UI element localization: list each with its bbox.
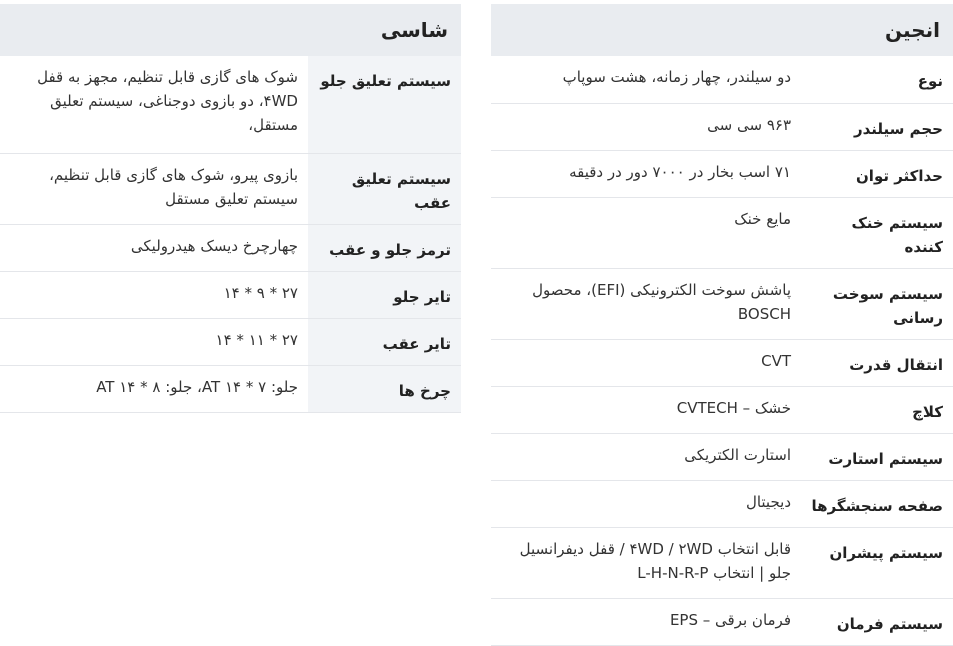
engine-spec-table <box>491 56 953 646</box>
table-row <box>491 339 953 386</box>
spec-label: چرخ ها <box>308 365 461 412</box>
table-row <box>491 268 953 339</box>
spec-label: کلاچ <box>801 386 953 433</box>
spec-label: سیستم تعلیق جلو <box>308 56 461 153</box>
spec-value: جلو: ۷ * ۱۴ AT، جلو: ۸ * ۱۴ AT <box>0 365 308 412</box>
table-row <box>0 56 461 153</box>
chassis-panel-title: شاسی <box>380 18 448 42</box>
spec-label: انتقال قدرت <box>801 339 953 386</box>
spec-value: بازوی پیرو، شوک های گازی قابل تنظیم، سیستم تعلیق مستقل <box>0 153 308 224</box>
spec-value: پاشش سوخت الکترونیکی (EFI)، محصول BOSCH <box>491 268 801 339</box>
spec-value: CVT <box>491 339 801 386</box>
table-row <box>491 433 953 480</box>
table-row <box>491 480 953 527</box>
table-row <box>0 271 461 318</box>
spec-label: تایر عقب <box>308 318 461 365</box>
table-row <box>491 150 953 197</box>
spec-value: چهارچرخ دیسک هیدرولیکی <box>0 224 308 271</box>
spec-label: سیستم خنک کننده <box>801 197 953 268</box>
chassis-spec-panel <box>0 4 461 413</box>
spec-value: خشک – CVTECH <box>491 386 801 433</box>
table-row <box>0 365 461 412</box>
spec-label: تایر جلو <box>308 271 461 318</box>
table-row <box>491 598 953 645</box>
table-row <box>0 153 461 224</box>
spec-label: سیستم استارت <box>801 433 953 480</box>
spec-label: حداکثر توان <box>801 150 953 197</box>
spec-label: صفحه سنجشگرها <box>801 480 953 527</box>
table-row <box>0 318 461 365</box>
spec-label: سیستم فرمان <box>801 598 953 645</box>
table-row <box>491 527 953 598</box>
spec-value: ۷۱ اسب بخار در ۷۰۰۰ دور در دقیقه <box>491 150 801 197</box>
spec-value: دیجیتال <box>491 480 801 527</box>
spec-value: فرمان برقی – EPS <box>491 598 801 645</box>
spec-value: شوک های گازی قابل تنظیم، مجهز به قفل ۴WD، دو بازوی دوجناغی، سیستم تعلیق مستقل، <box>0 56 308 153</box>
spec-label: سیستم پیشران <box>801 527 953 598</box>
spec-label: سیستم سوخت رسانی <box>801 268 953 339</box>
spec-value: قابل انتخاب ۴WD / ۲WD / قفل دیفرانسیل جلو | انتخاب L-H-N-R-P <box>491 527 801 598</box>
spec-label: ترمز جلو و عقب <box>308 224 461 271</box>
chassis-spec-table <box>0 56 461 413</box>
table-row <box>491 197 953 268</box>
table-row <box>0 224 461 271</box>
engine-panel-title: انجین <box>885 18 940 42</box>
spec-label: حجم سیلندر <box>801 103 953 150</box>
spec-value: ۲۷ * ۹ * ۱۴ <box>0 271 308 318</box>
spec-value: مایع خنک <box>491 197 801 268</box>
spec-value: ۲۷ * ۱۱ * ۱۴ <box>0 318 308 365</box>
table-row <box>491 386 953 433</box>
engine-spec-panel <box>491 4 953 646</box>
spec-value: ۹۶۳ سی سی <box>491 103 801 150</box>
spec-label: سیستم تعلیق عقب <box>308 153 461 224</box>
engine-panel-header <box>491 4 953 56</box>
spec-value: دو سیلندر، چهار زمانه، هشت سوپاپ <box>491 56 801 103</box>
chassis-panel-header <box>0 4 461 56</box>
spec-label: نوع <box>801 56 953 103</box>
table-row <box>491 56 953 103</box>
table-row <box>491 103 953 150</box>
spec-value: استارت الکتریکی <box>491 433 801 480</box>
